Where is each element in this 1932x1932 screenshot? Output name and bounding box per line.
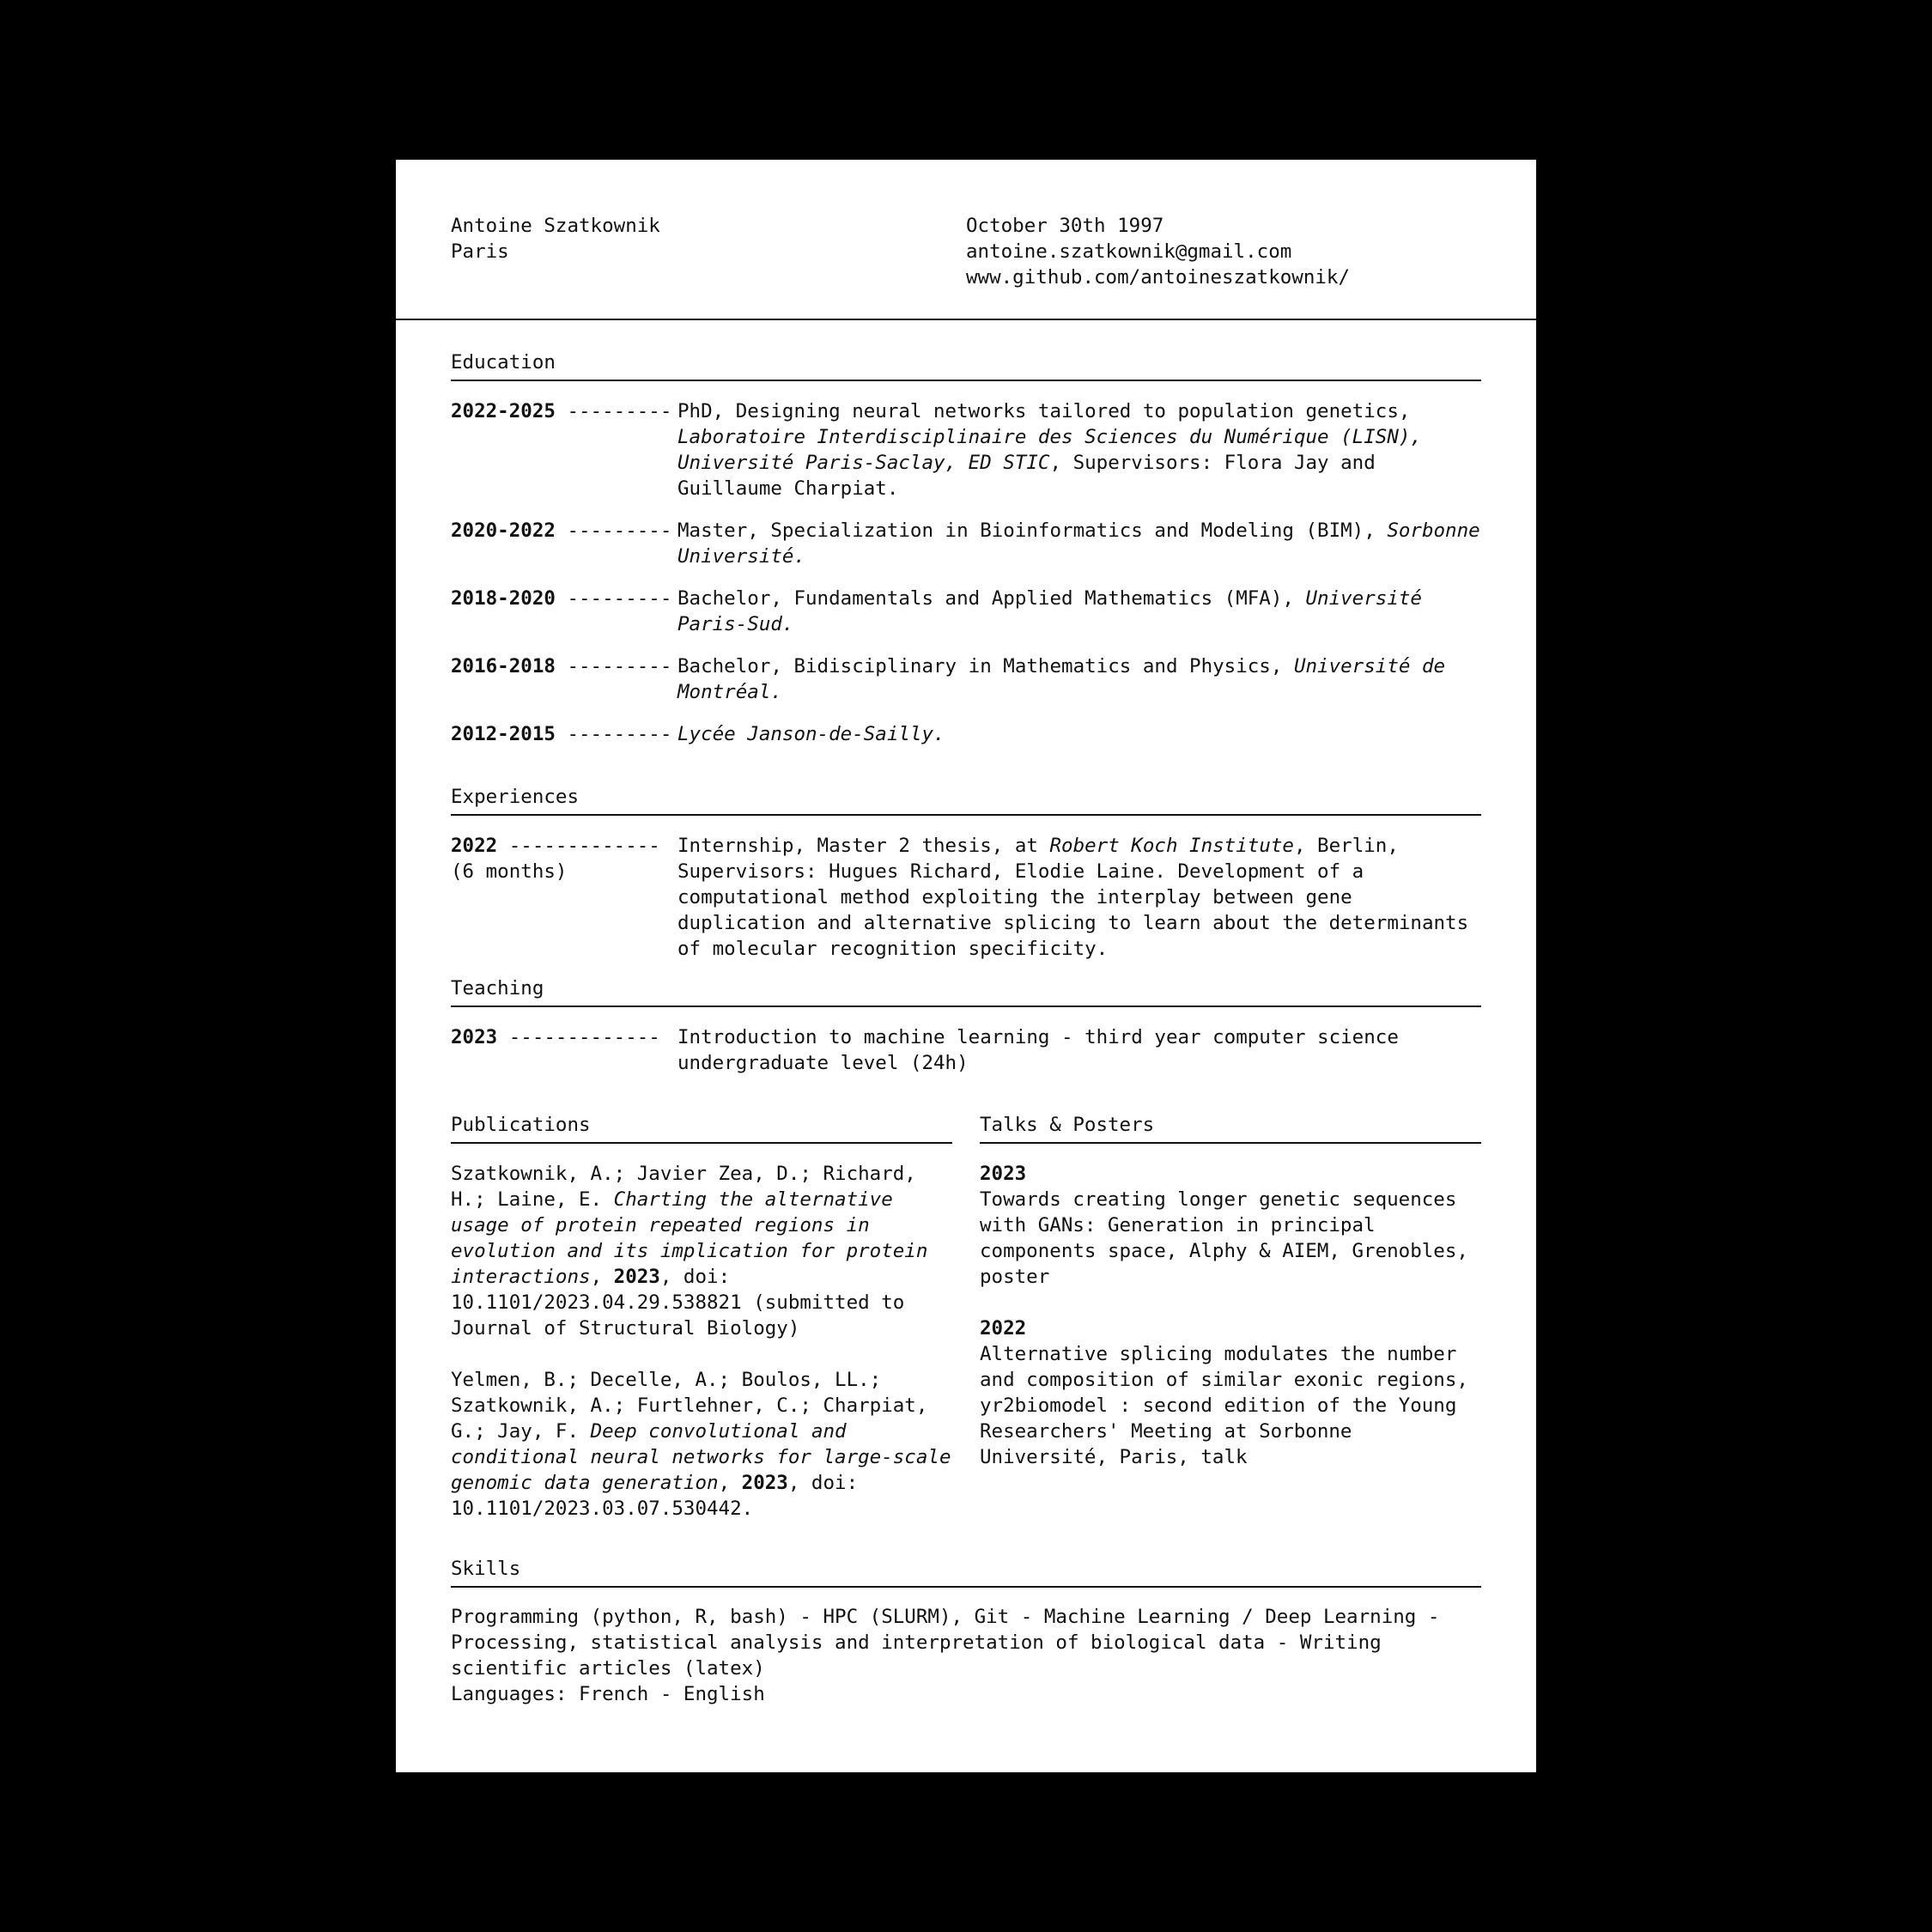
publication-item xyxy=(451,1161,952,1341)
talk-description: Alternative splicing modulates the number and composition of similar exonic regions, yr2biomodel : second edition of the Young Researchers' Meeting at Sorbonne Université, Paris, talk xyxy=(980,1343,1468,1468)
entry-year: 2022 xyxy=(451,835,498,857)
experiences-section xyxy=(451,784,1481,962)
talk-description: Towards creating longer genetic sequences with GANs: Generation in principal components space, Alphy & AIEM, Grenobles, poster xyxy=(980,1188,1468,1288)
pub-year: 2023 xyxy=(613,1266,660,1288)
education-entry xyxy=(451,398,1481,501)
publication-item xyxy=(451,1367,952,1522)
dash-leader: --------- xyxy=(555,400,672,422)
cv-page xyxy=(396,160,1536,1772)
name: Antoine Szatkownik xyxy=(451,215,660,237)
entry-years: 2022-2025 xyxy=(451,400,556,422)
experience-description: , Berlin, Supervisors: Hugues Richard, Elodie Laine. Development of a computational method exploiting the interplay between gene duplication and alternative splicing to learn about the determinants of molecular recognition specificity. xyxy=(677,835,1469,960)
email: antoine.szatkownik@gmail.com xyxy=(966,240,1292,263)
talk-year: 2022 xyxy=(980,1317,1027,1340)
section-divider xyxy=(451,814,1481,816)
skills-section xyxy=(451,1556,1481,1707)
dash-leader: ------------- xyxy=(497,1026,660,1048)
pub-doi: , doi: 10.1101/2023.03.07.530442. xyxy=(451,1472,859,1520)
dash-leader: --------- xyxy=(555,655,672,677)
experience-intro: Internship, Master 2 thesis, at xyxy=(677,835,1050,857)
section-divider xyxy=(451,1586,1481,1588)
education-entry xyxy=(451,653,1481,705)
education-entry xyxy=(451,518,1481,569)
supervisors: , Supervisors: Flora Jay and Guillaume Charpiat. xyxy=(677,452,1376,500)
dash-leader: ------------- xyxy=(497,835,660,857)
publications-section xyxy=(451,1112,952,1522)
content xyxy=(451,349,1481,1707)
education-entry xyxy=(451,721,1481,747)
website: www.github.com/antoineszatkownik/ xyxy=(966,266,1351,289)
pub-separator: , xyxy=(718,1472,742,1494)
entry-years: 2012-2015 xyxy=(451,723,556,745)
institution: Robert Koch Institute xyxy=(1049,835,1294,857)
entry-years: 2020-2022 xyxy=(451,519,556,542)
pub-authors: Szatkownik, A.; Javier Zea, D.; Richard, H.; Laine, E. xyxy=(451,1163,916,1211)
header-left xyxy=(451,213,660,264)
education-entry xyxy=(451,586,1481,637)
experience-entry xyxy=(451,833,1481,962)
skills-title: Skills xyxy=(451,1558,521,1580)
teaching-description: Introduction to machine learning - third year computer science undergraduate level (24h) xyxy=(677,1026,1399,1074)
publications-title: Publications xyxy=(451,1114,591,1136)
header-divider xyxy=(396,319,1536,320)
header-right xyxy=(966,213,1350,290)
institution: Université Paris-Sud. xyxy=(677,587,1422,635)
teaching-title: Teaching xyxy=(451,977,544,999)
degree: Bachelor, Fundamentals and Applied Mathematics (MFA), xyxy=(677,587,1294,610)
institution: Université Paris-Saclay, ED STIC xyxy=(677,452,1050,474)
education-section xyxy=(451,349,1481,747)
talk-item xyxy=(980,1161,1481,1290)
pub-doi: , doi: 10.1101/2023.04.29.538821 (submitted to Journal of Structural Biology) xyxy=(451,1266,905,1340)
pub-year: 2023 xyxy=(741,1472,788,1494)
degree: Master, Specialization in Bioinformatics and Modeling (BIM), xyxy=(677,519,1376,542)
institution: Lycée Janson-de-Sailly. xyxy=(677,723,945,745)
section-divider xyxy=(980,1142,1481,1144)
entry-years: 2018-2020 xyxy=(451,587,556,610)
dash-leader: --------- xyxy=(555,587,672,610)
talk-year: 2023 xyxy=(980,1163,1027,1185)
section-divider xyxy=(451,1005,1481,1007)
birthdate: October 30th 1997 xyxy=(966,215,1164,237)
skills-programming: Programming (python, R, bash) - HPC (SLURM), Git - Machine Learning / Deep Learning - Processing, statistical analysis and interpretation of biological data - Writing scientific articles (latex) xyxy=(451,1606,1440,1680)
education-title: Education xyxy=(451,351,556,374)
institution: Laboratoire Interdisciplinaire des Sciences du Numérique (LISN), xyxy=(677,426,1422,448)
skills-languages: Languages: French - English xyxy=(451,1683,765,1705)
entry-years: 2016-2018 xyxy=(451,655,556,677)
degree: Bachelor, Bidisciplinary in Mathematics and Physics, xyxy=(677,655,1283,677)
talk-item xyxy=(980,1315,1481,1470)
entry-duration: (6 months) xyxy=(451,860,568,883)
city: Paris xyxy=(451,240,509,263)
pub-title: Charting the alternative usage of protein repeated regions in evolution and its implication for protein interactions xyxy=(451,1188,928,1288)
pub-separator: , xyxy=(590,1266,614,1288)
institution: Université de Montréal. xyxy=(677,655,1446,703)
institution: Sorbonne Université. xyxy=(677,519,1480,568)
teaching-entry xyxy=(451,1024,1481,1076)
section-divider xyxy=(451,1142,952,1144)
pub-title: Deep convolutional and conditional neural networks for large-scale genomic data generation xyxy=(451,1420,951,1494)
talks-title: Talks & Posters xyxy=(980,1114,1155,1136)
entry-year: 2023 xyxy=(451,1026,498,1048)
two-column-section xyxy=(451,1112,1481,1522)
experiences-title: Experiences xyxy=(451,786,580,808)
teaching-section xyxy=(451,975,1481,1076)
dash-leader: --------- xyxy=(555,723,672,745)
talks-section xyxy=(980,1112,1481,1522)
degree: PhD, Designing neural networks tailored to population genetics, xyxy=(677,400,1411,422)
dash-leader: --------- xyxy=(555,519,672,542)
pub-authors: Yelmen, B.; Decelle, A.; Boulos, LL.; Szatkownik, A.; Furtlehner, C.; Charpiat, G.; Jay, F. xyxy=(451,1369,928,1443)
section-divider xyxy=(451,380,1481,381)
